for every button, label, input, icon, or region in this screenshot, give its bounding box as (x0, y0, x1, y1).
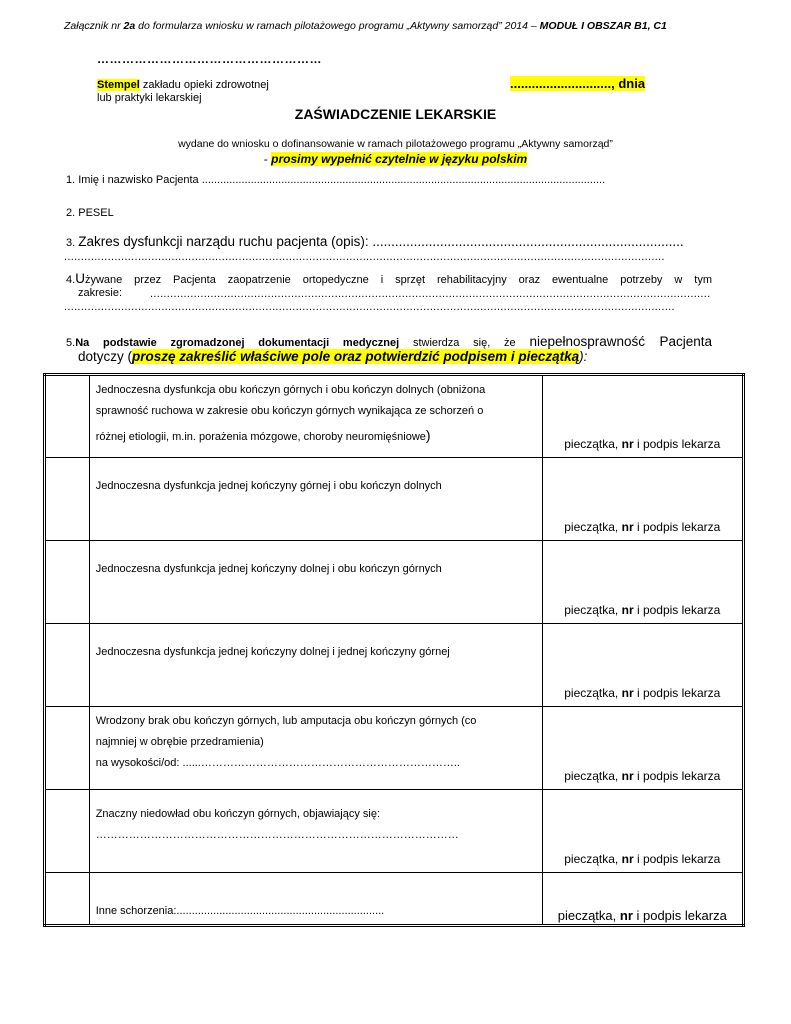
date-field[interactable]: ............................, dnia (510, 76, 646, 91)
stamp-label: Stempel zakładu opieki zdrowotnej (97, 79, 269, 91)
doctor-signature-cell[interactable]: pieczątka, nr i podpis lekarza (542, 624, 743, 707)
equipment-question-cont: zakresie: (78, 287, 123, 299)
patient-name-field[interactable]: 1. Imię i nazwisko Pacjenta .................................................................................................................................... (66, 174, 606, 186)
document-title: ZAŚWIADCZENIE LEKARSKIE (294, 106, 497, 122)
doctor-signature-cell[interactable]: pieczątka, nr i podpis lekarza (542, 458, 743, 541)
condition-description: Jednoczesna dysfunkcja jednej kończyny dolnej i jednej kończyny górnej (89, 624, 542, 707)
document-subtitle: wydane do wniosku o dofinansowanie w ramach pilotażowego programu „Aktywny samorząd” (178, 138, 613, 150)
checkbox-cell[interactable] (45, 624, 90, 707)
checkbox-cell[interactable] (45, 541, 90, 624)
section5-instruction: dotyczy (proszę zakreślić właściwe pole oraz potwierdzić podpisem i pieczątką): (78, 349, 588, 364)
condition-description: Jednoczesna dysfunkcja obu kończyn górnych i obu kończyn dolnych (obniżona sprawność ruchowa w zakresie obu kończyn górnych wynikająca ze schorzeń o różnej etiologii, m.in. porażenia mózgowe, choroby neuromięśniowe) (89, 375, 542, 458)
dysfunction-scope-line[interactable]: ................................................................................................................................................................................... (64, 251, 665, 263)
condition-row (45, 790, 744, 873)
annex-header: Załącznik nr 2a do formularza wniosku w ramach pilotażowego programu „Aktywny samorząd” 2014 – MODUŁ I OBSZAR B1, C1 (64, 20, 667, 32)
condition-description: Znaczny niedowład obu kończyn górnych, objawiający się: ……………………………………………………………………………………… (89, 790, 542, 873)
condition-description: Jednoczesna dysfunkcja jednej kończyny górnej i obu kończyn dolnych (89, 458, 542, 541)
equipment-question: 4.Używane przez Pacjenta zaopatrzenie ortopedyczne i sprzęt rehabilitacyjny oraz ewentualne potrzeby w tym (66, 271, 712, 286)
doctor-signature-cell[interactable]: pieczątka, nr i podpis lekarza (542, 873, 743, 926)
checkbox-cell[interactable] (45, 707, 90, 790)
doctor-signature-cell[interactable]: pieczątka, nr i podpis lekarza (542, 541, 743, 624)
stamp-dots: ……………………………………………… (97, 52, 322, 66)
condition-description[interactable]: Inne schorzenia:.................................................................... (89, 873, 542, 926)
conditions-table (43, 373, 745, 927)
checkbox-cell[interactable] (45, 458, 90, 541)
equipment-line-2[interactable]: ...................................................................................................................................................................................... (64, 301, 675, 313)
checkbox-cell[interactable] (45, 375, 90, 458)
stamp-label-line2: lub praktyki lekarskiej (97, 92, 202, 104)
condition-row (45, 458, 744, 541)
equipment-line-1[interactable]: ....................................................................................................................................................................... (150, 288, 711, 300)
pesel-field[interactable]: 2. PESEL (66, 207, 114, 219)
doctor-signature-cell[interactable]: pieczątka, nr i podpis lekarza (542, 790, 743, 873)
checkbox-cell[interactable] (45, 790, 90, 873)
condition-row (45, 541, 744, 624)
dysfunction-scope-field[interactable]: 3. Zakres dysfunkcji narządu ruchu pacjenta (opis): ................................................................................... (66, 234, 684, 249)
condition-row (45, 624, 744, 707)
doctor-signature-cell[interactable]: pieczątka, nr i podpis lekarza (542, 707, 743, 790)
condition-row (45, 707, 744, 790)
fill-instruction: - prosimy wypełnić czytelnie w języku polskim (263, 152, 528, 166)
condition-description: Wrodzony brak obu kończyn górnych, lub amputacja obu kończyn górnych (co najmniej w obrębie przedramienia) na wysokości/od: ......…………………………………………………………….. (89, 707, 542, 790)
condition-row (45, 375, 744, 458)
section5-intro: 5.Na podstawie zgromadzonej dokumentacji medycznej stwierdza się, że niepełnosprawność Pacjenta (66, 334, 713, 349)
condition-row (45, 873, 744, 926)
checkbox-cell[interactable] (45, 873, 90, 926)
doctor-signature-cell[interactable]: pieczątka, nr i podpis lekarza (542, 375, 743, 458)
condition-description: Jednoczesna dysfunkcja jednej kończyny dolnej i obu kończyn górnych (89, 541, 542, 624)
